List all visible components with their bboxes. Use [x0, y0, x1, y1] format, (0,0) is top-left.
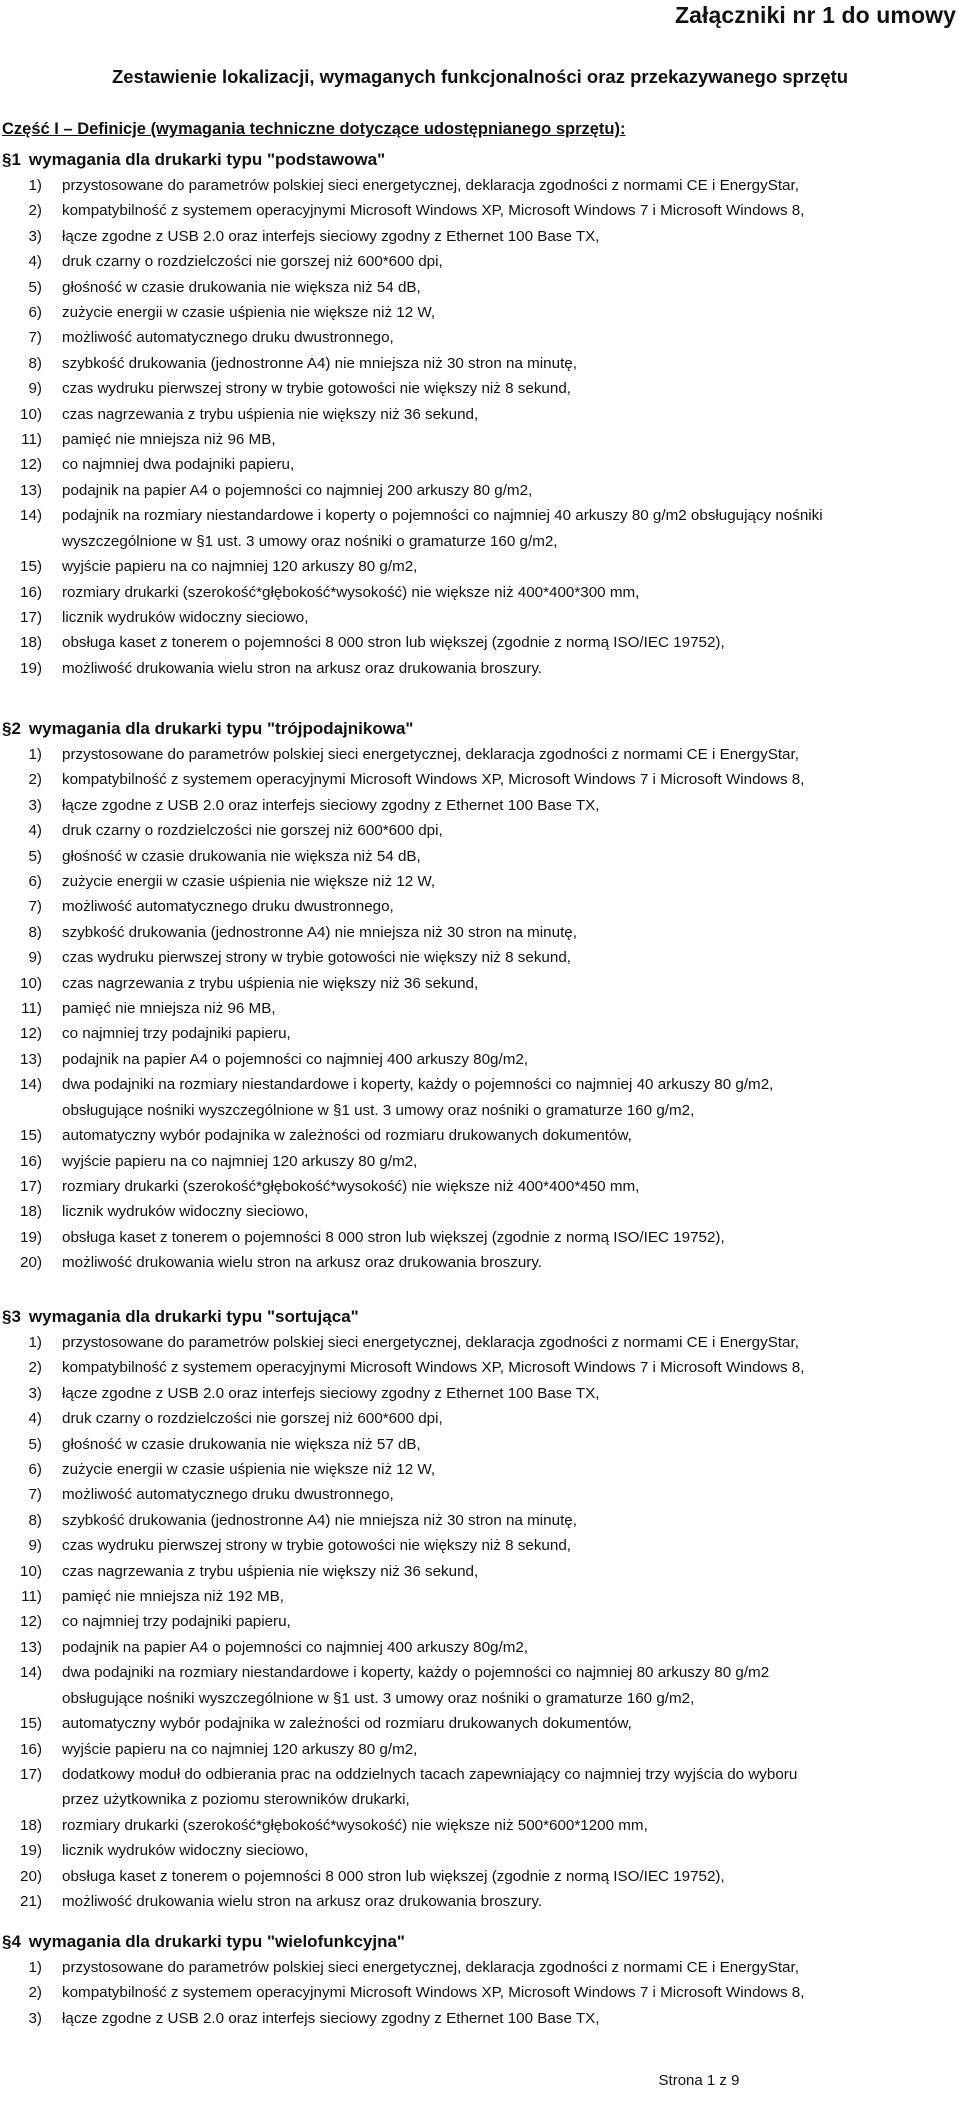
item-text: czas wydruku pierwszej strony w trybie gotowości nie większy niż 8 sekund, — [62, 949, 571, 967]
list-item — [2, 1584, 952, 1609]
list-item — [2, 300, 952, 325]
list-item — [2, 1864, 952, 1889]
item-text: łącze zgodne z USB 2.0 oraz interfejs sieciowy zgodny z Ethernet 100 Base TX, — [62, 2009, 600, 2027]
list-item — [2, 1330, 952, 1355]
list-item — [2, 1762, 952, 1813]
list-item — [2, 971, 952, 996]
requirements-list — [2, 173, 952, 681]
item-text: co najmniej dwa podajniki papieru, — [62, 456, 295, 474]
item-text: druk czarny o rozdzielczości nie gorszej niż 600*600 dpi, — [62, 253, 443, 271]
item-text: łącze zgodne z USB 2.0 oraz interfejs sieciowy zgodny z Ethernet 100 Base TX, — [62, 1384, 600, 1402]
list-item — [2, 2006, 952, 2031]
item-text: wyjście papieru na co najmniej 120 arkuszy 80 g/m2, — [62, 1740, 418, 1758]
item-text: wyjście papieru na co najmniej 120 arkuszy 80 g/m2, — [62, 1152, 418, 1170]
item-number: 13) — [20, 481, 42, 499]
item-number: 18) — [20, 1816, 42, 1834]
item-text: czas nagrzewania z trybu uśpienia nie większy niż 36 sekund, — [62, 1562, 479, 1580]
list-item — [2, 503, 952, 554]
item-text: kompatybilność z systemem operacyjnymi Microsoft Windows XP, Microsoft Windows 7 i Microsoft Windows 8, — [62, 202, 805, 220]
item-number: 6) — [28, 873, 42, 891]
item-number: 1) — [28, 1334, 42, 1351]
item-number: 8) — [28, 1511, 42, 1529]
list-item — [2, 1609, 952, 1634]
item-number: 15) — [20, 1127, 42, 1145]
item-number: 19) — [20, 1228, 42, 1246]
item-number: 14) — [20, 1664, 42, 1682]
list-item — [2, 402, 952, 427]
item-text: łącze zgodne z USB 2.0 oraz interfejs sieciowy zgodny z Ethernet 100 Base TX, — [62, 796, 600, 814]
list-item — [2, 818, 952, 843]
item-text: zużycie energii w czasie uśpienia nie większe niż 12 W, — [62, 304, 436, 322]
list-item — [2, 894, 952, 919]
item-number: 2) — [28, 771, 42, 789]
item-number: 17) — [20, 1177, 42, 1195]
list-item — [2, 224, 952, 249]
item-text: co najmniej trzy podajniki papieru, — [62, 1613, 291, 1631]
item-text: dwa podajniki na rozmiary niestandardowe i koperty, każdy o pojemności co najmniej 80 arkuszy 80 g/m2 — [62, 1664, 770, 1682]
item-text: głośność w czasie drukowania nie większa niż 57 dB, — [62, 1435, 421, 1453]
list-item — [2, 1955, 952, 1980]
list-item — [2, 869, 952, 894]
item-text: podajnik na papier A4 o pojemności co najmniej 200 arkuszy 80 g/m2, — [62, 481, 533, 499]
list-item — [2, 1980, 952, 2005]
list-item — [2, 173, 952, 198]
item-text: podajnik na papier A4 o pojemności co najmniej 400 arkuszy 80g/m2, — [62, 1638, 529, 1656]
list-item — [2, 427, 952, 452]
list-item — [2, 844, 952, 869]
item-text-continuation: obsługujące nośniki wyszczególnione w §1 ust. 3 umowy oraz nośniki o gramaturze 160 g/m2, — [62, 1689, 695, 1707]
list-item — [2, 1482, 952, 1507]
item-number: 2) — [28, 1984, 42, 2002]
item-text: pamięć nie mniejsza niż 96 MB, — [62, 431, 276, 449]
item-number: 14) — [20, 1076, 42, 1094]
item-text: licznik wydruków widoczny sieciowo, — [62, 1203, 309, 1221]
list-item — [2, 198, 952, 223]
item-number: 21) — [20, 1892, 42, 1910]
requirements-list — [2, 742, 952, 1276]
item-number: 3) — [28, 796, 42, 814]
item-text-continuation: wyszczególnione w §1 ust. 3 umowy oraz nośniki o gramaturze 160 g/m2, — [62, 532, 558, 550]
item-text: dwa podajniki na rozmiary niestandardowe i koperty, każdy o pojemności co najmniej 40 arkuszy 80 g/m2, — [62, 1076, 774, 1094]
section-title: wymagania dla drukarki typu "trójpodajnikowa" — [28, 719, 414, 738]
item-text: czas wydruku pierwszej strony w trybie gotowości nie większy niż 8 sekund, — [62, 1537, 571, 1555]
item-number: 10) — [20, 974, 42, 992]
item-text: obsługa kaset z tonerem o pojemności 8 000 stron lub większej (zgodnie z normą ISO/IEC 19752), — [62, 1228, 725, 1246]
list-item — [2, 1123, 952, 1148]
section-3 — [2, 1304, 952, 1914]
item-number: 17) — [20, 608, 42, 626]
item-number: 15) — [20, 1715, 42, 1733]
part-title: Część I – Definicje (wymagania techniczne dotyczące udostępnianego sprzętu): — [2, 120, 626, 138]
item-text: głośność w czasie drukowania nie większa niż 54 dB, — [62, 847, 421, 865]
item-number: 20) — [20, 1254, 42, 1272]
item-text: szybkość drukowania (jednostronne A4) nie mniejsza niż 30 stron na minutę, — [62, 1511, 577, 1529]
list-item — [2, 325, 952, 350]
list-item — [2, 1457, 952, 1482]
item-number: 18) — [20, 1203, 42, 1221]
item-number: 20) — [20, 1867, 42, 1885]
item-number: 11) — [21, 1000, 42, 1018]
list-item — [2, 1838, 952, 1863]
item-number: 16) — [20, 583, 42, 601]
item-text: możliwość drukowania wielu stron na arkusz oraz drukowania broszury. — [62, 1254, 543, 1272]
section-title: wymagania dla drukarki typu "podstawowa" — [28, 150, 386, 169]
item-text: czas wydruku pierwszej strony w trybie gotowości nie większy niż 8 sekund, — [62, 380, 571, 398]
list-item — [2, 656, 952, 681]
list-item — [2, 920, 952, 945]
section-number: §4 — [2, 1932, 21, 1951]
item-number: 1) — [28, 177, 42, 194]
item-text: możliwość drukowania wielu stron na arkusz oraz drukowania broszury. — [62, 1892, 543, 1910]
list-item — [2, 1047, 952, 1072]
item-number: 13) — [20, 1638, 42, 1656]
list-item — [2, 376, 952, 401]
section-number: §2 — [2, 719, 21, 738]
list-item — [2, 1225, 952, 1250]
requirements-list — [2, 1330, 952, 1914]
page-footer: Strona 1 z 9 — [658, 2072, 740, 2089]
item-number: 1) — [28, 746, 42, 763]
item-text: rozmiary drukarki (szerokość*głębokość*wysokość) nie większe niż 400*400*450 mm, — [62, 1177, 640, 1195]
item-text: automatyczny wybór podajnika w zależności od rozmiaru drukowanych dokumentów, — [62, 1127, 632, 1145]
item-text: możliwość automatycznego druku dwustronnego, — [62, 898, 394, 916]
list-item — [2, 1199, 952, 1224]
item-text: kompatybilność z systemem operacyjnymi Microsoft Windows XP, Microsoft Windows 7 i Microsoft Windows 8, — [62, 771, 805, 789]
item-number: 19) — [20, 1842, 42, 1860]
item-text: szybkość drukowania (jednostronne A4) nie mniejsza niż 30 stron na minutę, — [62, 354, 577, 372]
item-number: 13) — [20, 1050, 42, 1068]
item-text-continuation: przez użytkownika z poziomu sterowników drukarki, — [62, 1791, 410, 1809]
item-number: 18) — [20, 634, 42, 652]
item-text-continuation: obsługujące nośniki wyszczególnione w §1 ust. 3 umowy oraz nośniki o gramaturze 160 g/m2, — [62, 1101, 695, 1119]
item-text: możliwość drukowania wielu stron na arkusz oraz drukowania broszury. — [62, 659, 543, 677]
item-text: obsługa kaset z tonerem o pojemności 8 000 stron lub większej (zgodnie z normą ISO/IEC 19752), — [62, 1867, 725, 1885]
item-number: 7) — [28, 329, 42, 347]
item-text: druk czarny o rozdzielczości nie gorszej niż 600*600 dpi, — [62, 822, 443, 840]
item-number: 4) — [28, 822, 42, 840]
item-text: przystosowane do parametrów polskiej sieci energetycznej, deklaracja zgodności z normami CE i EnergyStar, — [62, 1959, 799, 1976]
list-item — [2, 351, 952, 376]
section-1 — [2, 147, 952, 681]
list-item — [2, 580, 952, 605]
item-number: 12) — [20, 456, 42, 474]
item-number: 9) — [28, 1537, 42, 1555]
list-item — [2, 1174, 952, 1199]
list-item — [2, 1533, 952, 1558]
list-item — [2, 452, 952, 477]
item-text: głośność w czasie drukowania nie większa niż 54 dB, — [62, 278, 421, 296]
item-number: 7) — [28, 898, 42, 916]
item-number: 3) — [28, 227, 42, 245]
annex-title: Załączniki nr 1 do umowy — [674, 2, 956, 28]
item-text: podajnik na papier A4 o pojemności co najmniej 400 arkuszy 80g/m2, — [62, 1050, 529, 1068]
item-number: 16) — [20, 1740, 42, 1758]
list-item — [2, 1737, 952, 1762]
item-number: 9) — [28, 380, 42, 398]
item-number: 9) — [28, 949, 42, 967]
item-text: przystosowane do parametrów polskiej sieci energetycznej, deklaracja zgodności z normami CE i EnergyStar, — [62, 746, 799, 763]
item-number: 5) — [28, 847, 42, 865]
list-item — [2, 1889, 952, 1914]
section-4 — [2, 1929, 952, 2031]
item-number: 11) — [21, 1588, 42, 1606]
section-number: §1 — [2, 150, 21, 169]
list-item — [2, 1432, 952, 1457]
item-number: 3) — [28, 1384, 42, 1402]
item-text: zużycie energii w czasie uśpienia nie większe niż 12 W, — [62, 873, 436, 891]
section-title: wymagania dla drukarki typu "sortująca" — [28, 1307, 359, 1326]
item-number: 7) — [28, 1486, 42, 1504]
list-item — [2, 1711, 952, 1736]
item-number: 11) — [21, 431, 42, 449]
item-number: 6) — [28, 304, 42, 322]
section-number: §3 — [2, 1307, 21, 1326]
item-text: licznik wydruków widoczny sieciowo, — [62, 1842, 309, 1860]
item-text: rozmiary drukarki (szerokość*głębokość*wysokość) nie większe niż 400*400*300 mm, — [62, 583, 640, 601]
item-text: wyjście papieru na co najmniej 120 arkuszy 80 g/m2, — [62, 558, 418, 576]
item-text: automatyczny wybór podajnika w zależności od rozmiaru drukowanych dokumentów, — [62, 1715, 632, 1733]
section-heading — [2, 1304, 952, 1330]
list-item — [2, 996, 952, 1021]
item-text: możliwość automatycznego druku dwustronnego, — [62, 329, 394, 347]
item-text: czas nagrzewania z trybu uśpienia nie większy niż 36 sekund, — [62, 974, 479, 992]
item-number: 8) — [28, 923, 42, 941]
item-number: 14) — [20, 507, 42, 525]
list-item — [2, 1635, 952, 1660]
list-item — [2, 742, 952, 767]
list-item — [2, 249, 952, 274]
section-heading — [2, 147, 952, 173]
list-item — [2, 1250, 952, 1275]
section-title: wymagania dla drukarki typu "wielofunkcyjna" — [28, 1932, 405, 1951]
item-text: co najmniej trzy podajniki papieru, — [62, 1025, 291, 1043]
item-number: 19) — [20, 659, 42, 677]
item-text: podajnik na rozmiary niestandardowe i koperty o pojemności co najmniej 40 arkuszy 80 g/m2 obsługujący nośniki — [62, 507, 823, 525]
item-number: 3) — [28, 2009, 42, 2027]
section-heading — [2, 1929, 952, 1955]
item-number: 4) — [28, 1410, 42, 1428]
list-item — [2, 1381, 952, 1406]
item-number: 5) — [28, 278, 42, 296]
item-text: druk czarny o rozdzielczości nie gorszej niż 600*600 dpi, — [62, 1410, 443, 1428]
list-item — [2, 275, 952, 300]
list-item — [2, 1508, 952, 1533]
item-text: czas nagrzewania z trybu uśpienia nie większy niż 36 sekund, — [62, 405, 479, 423]
item-number: 16) — [20, 1152, 42, 1170]
list-item — [2, 1021, 952, 1046]
requirements-list — [2, 1955, 952, 2031]
list-item — [2, 767, 952, 792]
section-heading — [2, 716, 952, 742]
list-item — [2, 1660, 952, 1711]
item-text: kompatybilność z systemem operacyjnymi Microsoft Windows XP, Microsoft Windows 7 i Microsoft Windows 8, — [62, 1359, 805, 1377]
item-number: 8) — [28, 354, 42, 372]
list-item — [2, 478, 952, 503]
item-number: 17) — [20, 1765, 42, 1783]
list-item — [2, 554, 952, 579]
item-number: 12) — [20, 1025, 42, 1043]
item-number: 10) — [20, 1562, 42, 1580]
item-text: pamięć nie mniejsza niż 192 MB, — [62, 1588, 285, 1606]
item-number: 15) — [20, 558, 42, 576]
item-number: 2) — [28, 1359, 42, 1377]
list-item — [2, 793, 952, 818]
item-text: szybkość drukowania (jednostronne A4) nie mniejsza niż 30 stron na minutę, — [62, 923, 577, 941]
item-text: łącze zgodne z USB 2.0 oraz interfejs sieciowy zgodny z Ethernet 100 Base TX, — [62, 227, 600, 245]
item-text: przystosowane do parametrów polskiej sieci energetycznej, deklaracja zgodności z normami CE i EnergyStar, — [62, 177, 799, 194]
section-2 — [2, 716, 952, 1276]
list-item — [2, 1813, 952, 1838]
item-number: 2) — [28, 202, 42, 220]
item-text: dodatkowy moduł do odbierania prac na oddzielnych tacach zapewniający co najmniej trzy wyjścia do wyboru — [62, 1765, 798, 1783]
list-item — [2, 1072, 952, 1123]
list-item — [2, 1559, 952, 1584]
list-item — [2, 945, 952, 970]
item-text: pamięć nie mniejsza niż 96 MB, — [62, 1000, 276, 1018]
list-item — [2, 630, 952, 655]
item-text: przystosowane do parametrów polskiej sieci energetycznej, deklaracja zgodności z normami CE i EnergyStar, — [62, 1334, 799, 1351]
item-number: 4) — [28, 253, 42, 271]
item-number: 6) — [28, 1461, 42, 1479]
item-text: rozmiary drukarki (szerokość*głębokość*wysokość) nie większe niż 500*600*1200 mm, — [62, 1816, 648, 1834]
item-text: możliwość automatycznego druku dwustronnego, — [62, 1486, 394, 1504]
item-text: zużycie energii w czasie uśpienia nie większe niż 12 W, — [62, 1461, 436, 1479]
item-number: 1) — [28, 1959, 42, 1976]
item-text: obsługa kaset z tonerem o pojemności 8 000 stron lub większej (zgodnie z normą ISO/IEC 19752), — [62, 634, 725, 652]
list-item — [2, 1355, 952, 1380]
item-number: 10) — [20, 405, 42, 423]
list-item — [2, 1406, 952, 1431]
document-subtitle: Zestawienie lokalizacji, wymaganych funkcjonalności oraz przekazywanego sprzętu — [111, 66, 849, 87]
item-number: 5) — [28, 1435, 42, 1453]
list-item — [2, 1149, 952, 1174]
list-item — [2, 605, 952, 630]
item-text: kompatybilność z systemem operacyjnymi Microsoft Windows XP, Microsoft Windows 7 i Microsoft Windows 8, — [62, 1984, 805, 2002]
item-text: licznik wydruków widoczny sieciowo, — [62, 608, 309, 626]
item-number: 12) — [20, 1613, 42, 1631]
